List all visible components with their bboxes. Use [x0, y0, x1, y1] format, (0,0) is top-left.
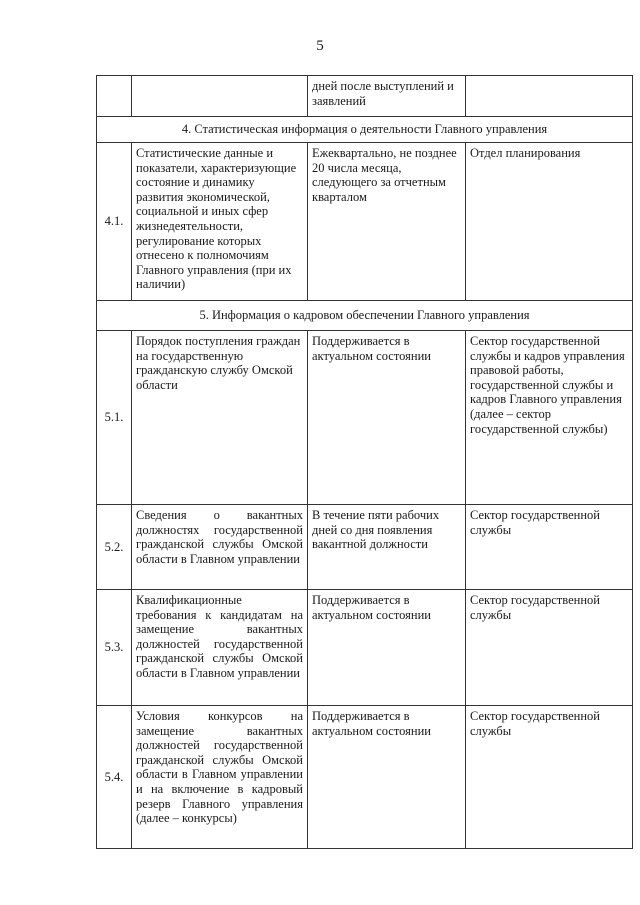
row-number-cell: 5.2.: [97, 505, 132, 590]
section-5-title: 5. Информация о кадровом обеспечении Главного управления: [97, 301, 633, 331]
info-responsible-cell: Отдел планирования: [466, 143, 633, 301]
page-number: 5: [316, 38, 324, 54]
table-row: [97, 590, 633, 706]
row-number-cell: 5.4.: [97, 706, 132, 849]
row-number-cell: 5.1.: [97, 331, 132, 505]
info-responsible-cell: Сектор государственной службы и кадров управления правовой работы, государственной службы и кадров Главного управления (далее – сектор государственной службы): [466, 331, 633, 505]
table-row: [97, 505, 633, 590]
info-name-cell: [132, 76, 308, 117]
info-term-cell: Ежеквартально, не позднее 20 числа месяца, следующего за отчетным кварталом: [308, 143, 466, 301]
info-name-cell: Квалификационные требования к кандидатам на замещение вакантных должностей государственной гражданской службы Омской области в Главном управлении: [132, 590, 308, 706]
information-table: [96, 75, 633, 849]
row-number-cell: [97, 76, 132, 117]
info-term-cell: Поддерживается в актуальном состоянии: [308, 706, 466, 849]
row-number-cell: 4.1.: [97, 143, 132, 301]
table-row-continuation: [97, 76, 633, 117]
info-responsible-cell: [466, 76, 633, 117]
info-responsible-cell: Сектор государственной службы: [466, 590, 633, 706]
table-row: [97, 143, 633, 301]
info-name-cell: Сведения о вакантных должностях государственной гражданской службы Омской области в Главном управлении: [132, 505, 308, 590]
info-name-cell: Статистические данные и показатели, характеризующие состояние и динамику развития экономической, социальной и иных сфер жизнедеятельности, регулирование которых отнесено к полномочиям Главного управления (при их наличии): [132, 143, 308, 301]
info-term-cell: В течение пяти рабочих дней со дня появления вакантной должности: [308, 505, 466, 590]
info-responsible-cell: Сектор государственной службы: [466, 706, 633, 849]
info-name-cell: Условия конкурсов на замещение вакантных должностей государственной гражданской службы Омской области в Главном управлении и на включение в кадровый резерв Главного управления (далее – конкурсы): [132, 706, 308, 849]
section-4-title: 4. Статистическая информация о деятельности Главного управления: [97, 117, 633, 143]
table-row: [97, 706, 633, 849]
row-number-cell: 5.3.: [97, 590, 132, 706]
info-name-cell: Порядок поступления граждан на государственную гражданскую службу Омской области: [132, 331, 308, 505]
info-term-cell: Поддерживается в актуальном состоянии: [308, 331, 466, 505]
section-heading-row: [97, 301, 633, 331]
info-term-cell: дней после выступлений и заявлений: [308, 76, 466, 117]
info-term-cell: Поддерживается в актуальном состоянии: [308, 590, 466, 706]
table-row: [97, 331, 633, 505]
section-heading-row: [97, 117, 633, 143]
info-responsible-cell: Сектор государственной службы: [466, 505, 633, 590]
